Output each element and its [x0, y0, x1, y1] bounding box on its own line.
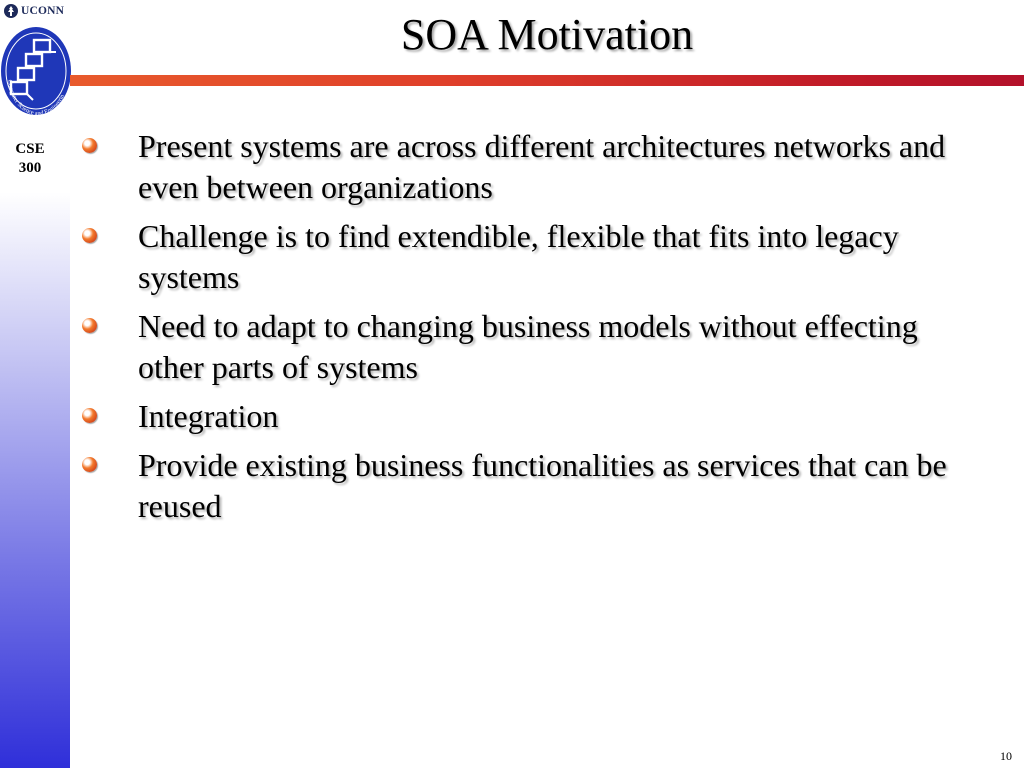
org-label: UCONN — [21, 5, 65, 17]
bullet-icon — [82, 138, 97, 153]
uconn-header — [3, 2, 64, 20]
course-code — [0, 140, 60, 178]
course-number: 300 — [18, 160, 42, 176]
bullet-text: Present systems are across different architectures networks and even between organizations — [138, 128, 946, 205]
bullet-icon — [82, 228, 97, 243]
network-logo-icon — [0, 26, 72, 116]
bullet-icon — [82, 457, 97, 472]
title-divider — [70, 75, 1024, 86]
bullet-icon — [82, 408, 97, 423]
logo-arc-text: Computer Science and Engineerin — [6, 79, 67, 116]
bullet-item — [80, 396, 980, 437]
slide-title: SOA Motivation — [400, 10, 694, 59]
page-number: 10 — [1000, 749, 1012, 763]
bullet-icon — [82, 318, 97, 333]
bullet-item — [80, 216, 980, 298]
bullet-text: Provide existing business functionalities as services that can be reused — [138, 447, 947, 524]
department-logo — [0, 26, 72, 116]
bullet-text: Challenge is to find extendible, flexible that fits into legacy systems — [138, 218, 899, 295]
oak-leaf-icon — [3, 3, 19, 19]
course-subject: CSE — [15, 141, 45, 157]
bullet-text: Need to adapt to changing business models without effecting other parts of systems — [138, 308, 918, 385]
bullet-item — [80, 306, 980, 388]
bullet-list — [80, 126, 980, 535]
bullet-item — [80, 126, 980, 208]
bullet-item — [80, 445, 980, 527]
bullet-text: Integration — [138, 398, 279, 434]
